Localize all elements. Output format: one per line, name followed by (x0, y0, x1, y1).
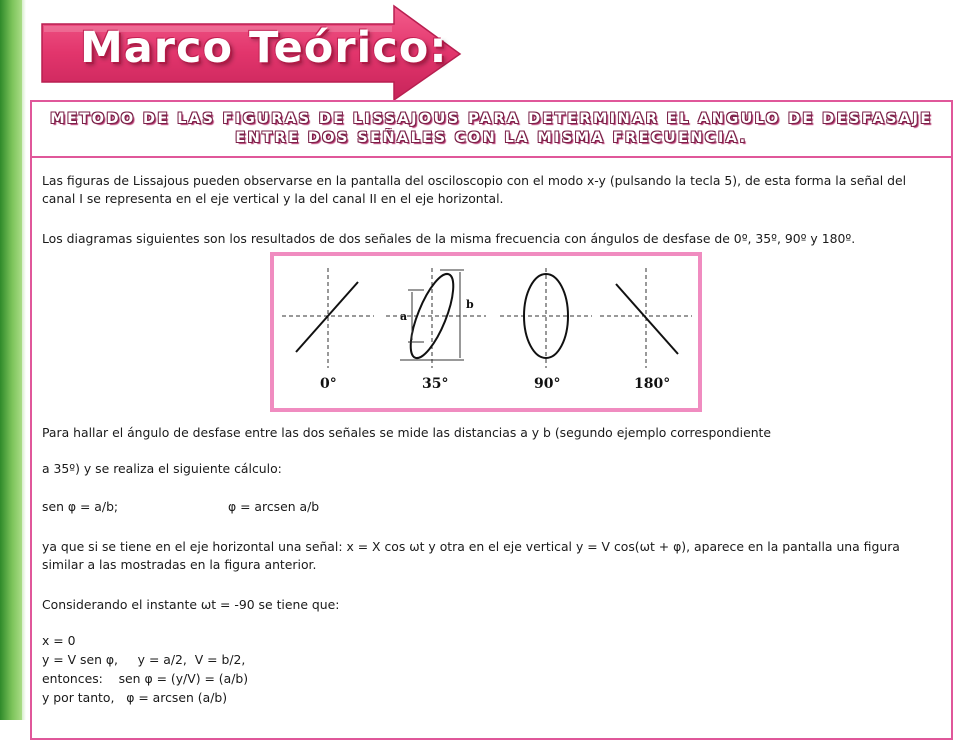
label-0deg: 0° (320, 376, 337, 392)
paragraph-method-cont: a 35º) y se realiza el siguiente cálculo: (42, 461, 282, 476)
lissajous-diagram (274, 256, 698, 408)
section-heading-box (32, 102, 951, 158)
equation-line-2: y = V sen φ, y = a/2, V = b/2, (42, 652, 246, 667)
equation-line-1: x = 0 (42, 633, 76, 648)
trace-0deg (296, 282, 358, 352)
paragraph-diagrams: Los diagramas siguientes son los resultados de dos señales de la misma frecuencia con ángulos de desfase de 0º, 35º, 90º y 180º. (42, 231, 856, 246)
trace-180deg (616, 284, 678, 354)
paragraph-instant: Considerando el instante ωt = -90 se tiene que: (42, 597, 340, 612)
formula-sen: sen φ = a/b; (42, 499, 119, 514)
title-arrow-banner (36, 2, 466, 104)
dimension-a-label: a (400, 310, 408, 323)
side-accent-bar (0, 0, 22, 720)
equation-line-3: entonces: sen φ = (y/V) = (a/b) (42, 671, 249, 686)
lissajous-figure (270, 252, 702, 412)
dimension-b-label: b (466, 298, 474, 311)
label-35deg: 35° (422, 376, 449, 392)
side-accent-edge (22, 0, 26, 720)
label-90deg: 90° (534, 376, 561, 392)
label-180deg: 180° (634, 376, 671, 392)
paragraph-intro: Las figuras de Lissajous pueden observarse en la pantalla del osciloscopio con el modo x-y (pulsando la tecla 5), de esta forma la señal del canal I se representa en el eje vertical y la del canal II en el eje horizontal. (42, 173, 907, 206)
content-frame (30, 100, 953, 740)
formula-arcsen: φ = arcsen a/b (228, 499, 320, 514)
page-title: Marco Teórico: (80, 23, 448, 73)
equation-line-4: y por tanto, φ = arcsen (a/b) (42, 690, 228, 705)
section-heading: METODO DE LAS FIGURAS DE LISSAJOUS PARA DETERMINAR EL ANGULO DE DESFASAJE ENTRE DOS SEÑALES CON LA MISMA FRECUENCIA. (50, 111, 933, 146)
paragraph-explanation: ya que si se tiene en el eje horizontal una señal: x = X cos ωt y otra en el eje vertical y = V cos(ωt + φ), aparece en la pantalla una figura similar a las mostradas en la figura anterior. (42, 539, 900, 572)
paragraph-method: Para hallar el ángulo de desfase entre las dos señales se mide las distancias a y b (segundo ejemplo correspondiente (42, 425, 772, 440)
